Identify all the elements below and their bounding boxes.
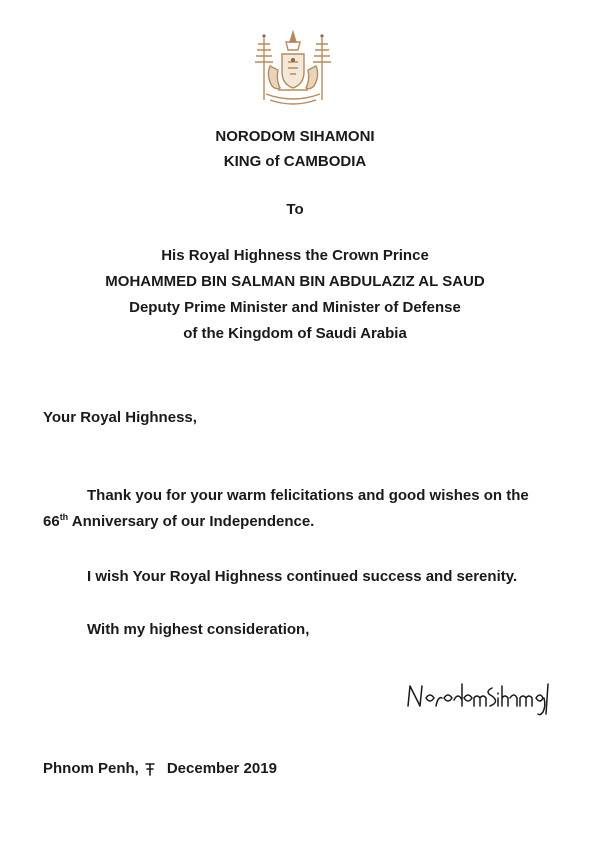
closing: With my highest consideration, (87, 621, 310, 638)
recipient-line-3: Deputy Prime Minister and Minister of Defense (129, 299, 461, 316)
date: December 2019 (166, 760, 277, 777)
paragraph-1-line-2 (43, 513, 314, 531)
to-label: To (286, 201, 304, 218)
place: Phnom Penh, (43, 760, 139, 777)
sender-name: NORODOM SIHAMONI (215, 128, 375, 145)
paragraph-2: I wish Your Royal Highness continued success and serenity. (87, 568, 518, 585)
handwritten-signature (402, 676, 552, 718)
recipient-line-4: of the Kingdom of Saudi Arabia (183, 325, 407, 342)
handwritten-day-mark (145, 760, 155, 776)
anniversary-text: Anniversary of our Independence. (68, 513, 315, 530)
anniversary-suffix: th (59, 512, 69, 522)
recipient-line-2: MOHAMMED BIN SALMAN BIN ABDULAZIZ AL SAUD (105, 273, 485, 290)
anniversary-number: 66 (43, 513, 60, 530)
sender-title: KING of CAMBODIA (223, 153, 367, 170)
salutation: Your Royal Highness, (43, 409, 197, 426)
royal-emblem-icon (252, 30, 334, 112)
date-line (43, 760, 277, 778)
paragraph-1-line-1: Thank you for your warm felicitations and good wishes on the (87, 487, 529, 504)
recipient-line-1: His Royal Highness the Crown Prince (161, 247, 429, 264)
